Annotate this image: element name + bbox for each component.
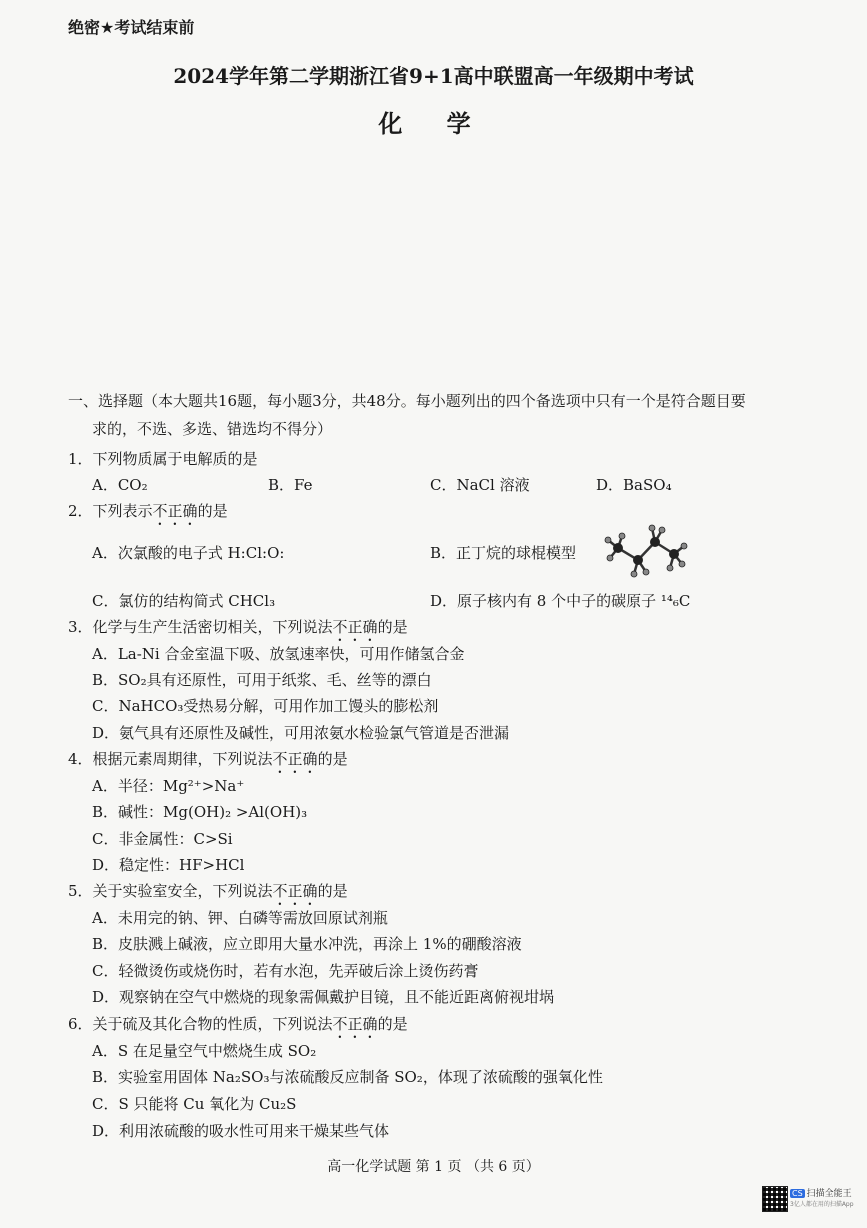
subject-title: 化 学 — [378, 109, 489, 138]
q3-option-b: B．SO₂具有还原性，可用于纸浆、毛、丝等的漂白 — [92, 671, 432, 689]
q4-stem-post: 的是 — [317, 750, 348, 768]
exam-title: 2024学年第二学期浙江省9+1高中联盟高一年级期中考试 — [173, 64, 694, 88]
q3-stem-emphasis: 不正确 — [332, 618, 378, 636]
q5-option-d: D．观察钠在空气中燃烧的现象需佩戴护目镜，且不能近距离俯视坩埚 — [92, 988, 555, 1006]
q3-option-a: A．La-Ni 合金室温下吸、放氢速率快，可用作储氢合金 — [92, 645, 465, 663]
q5-stem-post: 的是 — [317, 882, 348, 900]
scanner-watermark — [790, 1186, 854, 1209]
q3-option-d: D．氨气具有还原性及碱性，可用浓氨水检验氯气管道是否泄漏 — [92, 724, 510, 742]
q2-option-d: D．原子核内有 8 个中子的碳原子 ¹⁴₆C — [430, 592, 691, 610]
q6-option-b: B．实验室用固体 Na₂SO₃与浓硫酸反应制备 SO₂，体现了浓硫酸的强氧化性 — [92, 1068, 603, 1086]
q3-option-c: C．NaHCO₃受热易分解，可用作加工馒头的膨松剂 — [92, 697, 439, 715]
page-footer: 高一化学试题 第 1 页 （共 6 页） — [327, 1159, 540, 1175]
q2-stem — [68, 498, 228, 529]
butane-ball-stick-model — [600, 520, 690, 580]
q4-option-c: C．非金属性：C>Si — [92, 830, 233, 848]
q1-option-d: D．BaSO₄ — [596, 476, 672, 494]
q5-option-a: A．未用完的钠、钾、白磷等需放回原试剂瓶 — [92, 909, 388, 927]
section-instructions-1: 一、选择题（本大题共16题，每小题3分，共48分。每小题列出的四个备选项中只有一个是符合题目要 — [68, 392, 746, 410]
q2-stem-post: 的是 — [197, 502, 228, 520]
scanner-logo-icon: CS — [792, 1189, 803, 1198]
q5-option-c: C．轻微烫伤或烧伤时，若有水泡，先弄破后涂上烫伤药膏 — [92, 962, 479, 980]
q6-option-c: C．S 只能将 Cu 氧化为 Cu₂S — [92, 1095, 297, 1113]
qr-code-icon — [762, 1186, 788, 1212]
section-instructions-2: 求的，不选、多选、错选均不得分） — [92, 420, 333, 438]
q3-stem-post: 的是 — [377, 618, 408, 636]
q2-option-b: B．正丁烷的球棍模型 — [430, 544, 577, 562]
q4-stem-emphasis: 不正确 — [272, 750, 318, 768]
q2-option-a: A．次氯酸的电子式 H:Cl:O: — [92, 544, 285, 562]
q6-stem-pre: 6．关于硫及其化合物的性质，下列说法 — [68, 1015, 333, 1033]
scanner-app-sub: 3亿人都在用的扫描App — [790, 1201, 854, 1208]
q3-stem-pre: 3．化学与生产生活密切相关，下列说法 — [68, 618, 333, 636]
q6-option-d: D．利用浓硫酸的吸水性可用来干燥某些气体 — [92, 1122, 390, 1140]
q1-option-a: A．CO₂ — [92, 476, 148, 494]
q6-stem-post: 的是 — [377, 1015, 408, 1033]
scanner-app-name: 扫描全能王 — [806, 1189, 852, 1199]
q2-stem-pre: 2．下列表示 — [68, 502, 153, 520]
q1-option-b: B．Fe — [268, 476, 313, 494]
q5-stem-emphasis: 不正确 — [272, 882, 318, 900]
q5-option-b: B．皮肤溅上碱液，应立即用大量水冲洗，再涂上 1%的硼酸溶液 — [92, 935, 522, 953]
q4-option-d: D．稳定性：HF>HCl — [92, 856, 245, 874]
q4-option-a: A．半径：Mg²⁺>Na⁺ — [92, 777, 245, 795]
q6-option-a: A．S 在足量空气中燃烧生成 SO₂ — [92, 1042, 317, 1060]
q5-stem-pre: 5．关于实验室安全，下列说法 — [68, 882, 273, 900]
q4-stem-pre: 4．根据元素周期律，下列说法 — [68, 750, 273, 768]
q1-stem: 1．下列物质属于电解质的是 — [68, 450, 258, 468]
secret-label: 绝密★考试结束前 — [68, 18, 195, 37]
q4-option-b: B．碱性：Mg(OH)₂ >Al(OH)₃ — [92, 803, 308, 821]
q6-stem-emphasis: 不正确 — [332, 1015, 378, 1033]
q2-stem-emphasis: 不正确 — [152, 502, 198, 520]
q2-option-c: C．氯仿的结构简式 CHCl₃ — [92, 592, 276, 610]
q1-option-c: C．NaCl 溶液 — [430, 476, 530, 494]
